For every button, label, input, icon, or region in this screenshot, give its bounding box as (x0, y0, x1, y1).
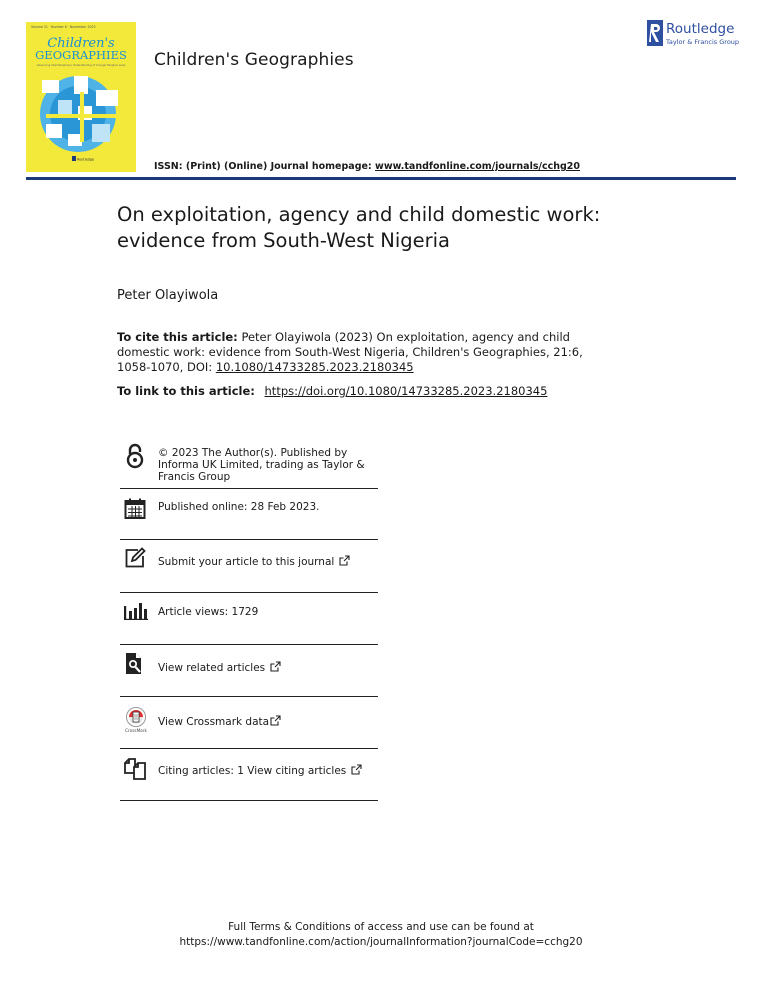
cite-label: To cite this article: (117, 330, 238, 344)
footer (0, 920, 762, 950)
cover-title-line2: GEOGRAPHIES (35, 48, 127, 62)
footer-terms-text: Full Terms & Conditions of access and use can be found at (228, 921, 534, 933)
info-row-crossmark[interactable] (120, 697, 378, 749)
publisher-logo[interactable] (647, 20, 743, 48)
cover-title-line1: Children's (47, 36, 115, 51)
info-row-submit[interactable] (120, 540, 378, 593)
submit-article-link[interactable] (158, 555, 350, 568)
header-divider (26, 177, 736, 180)
crossmark-icon (124, 707, 148, 733)
submit-article-text: Submit your article to this journal (158, 556, 335, 568)
external-link-icon (270, 715, 281, 726)
citation-block (117, 330, 617, 375)
issn-label: ISSN: (Print) (Online) Journal homepage: (154, 161, 372, 172)
info-row-published (120, 489, 378, 540)
published-online-text: Published online: 28 Feb 2023. (158, 501, 320, 513)
publisher-subtitle: Taylor & Francis Group (666, 38, 740, 46)
license-text: © 2023 The Author(s). Published by Informa UK Limited, trading as Taylor & Francis Group (158, 447, 365, 483)
journal-title: Children's Geographies (154, 50, 354, 70)
external-link-icon (351, 764, 362, 775)
search-document-icon (124, 652, 146, 676)
info-row-license (120, 440, 378, 489)
issn-line (154, 161, 580, 172)
citing-articles-text: Citing articles: 1 View citing articles (158, 765, 347, 777)
related-articles-link[interactable] (158, 661, 281, 674)
crossmark-link[interactable] (158, 715, 281, 728)
crossmark-badge-label: CrossMark (125, 728, 147, 733)
calendar-icon (124, 498, 146, 520)
article-link-line (117, 384, 547, 398)
cover-subtitle: Advancing Interdisciplinary Understanding of Younger People's Lives (36, 64, 126, 67)
crossmark-text: View Crossmark data (158, 716, 270, 728)
info-row-related[interactable] (120, 645, 378, 697)
cover-publisher: Routledge (77, 157, 95, 162)
edit-icon (124, 547, 146, 569)
cite-text: Peter Olayiwola (2023) On exploitation, agency and child domestic work: evidence from South-West Nigeria, Children's Geographies, 21:6, 1058-1070, DOI: (117, 330, 583, 374)
external-link-icon (270, 661, 281, 672)
article-info-list (120, 440, 378, 801)
publisher-name: Routledge (666, 21, 735, 37)
journal-homepage-link[interactable]: www.tandfonline.com/journals/cchg20 (375, 161, 581, 172)
external-link-icon (339, 555, 350, 566)
bar-chart-icon (124, 602, 148, 620)
article-views-text: Article views: 1729 (158, 606, 259, 618)
open-access-icon (124, 443, 146, 469)
journal-cover-image (26, 22, 136, 172)
article-title: On exploitation, agency and child domestic work: evidence from South-West Nigeria (117, 203, 601, 252)
cover-masthead: Volume 21 · Number 6 · November 2023 (31, 25, 96, 29)
info-row-citing[interactable] (120, 749, 378, 801)
footer-terms-url[interactable]: https://www.tandfonline.com/action/journalInformation?journalCode=cchg20 (179, 936, 583, 948)
routledge-logo-icon (647, 20, 663, 46)
citing-icon (124, 758, 148, 780)
link-label: To link to this article: (117, 384, 255, 398)
article-author: Peter Olayiwola (117, 288, 219, 303)
info-row-views (120, 593, 378, 645)
citing-articles-link[interactable] (158, 764, 362, 777)
cite-doi-link[interactable]: 10.1080/14733285.2023.2180345 (215, 360, 414, 374)
article-doi-link[interactable]: https://doi.org/10.1080/14733285.2023.2180345 (264, 384, 548, 398)
related-articles-text: View related articles (158, 662, 266, 674)
